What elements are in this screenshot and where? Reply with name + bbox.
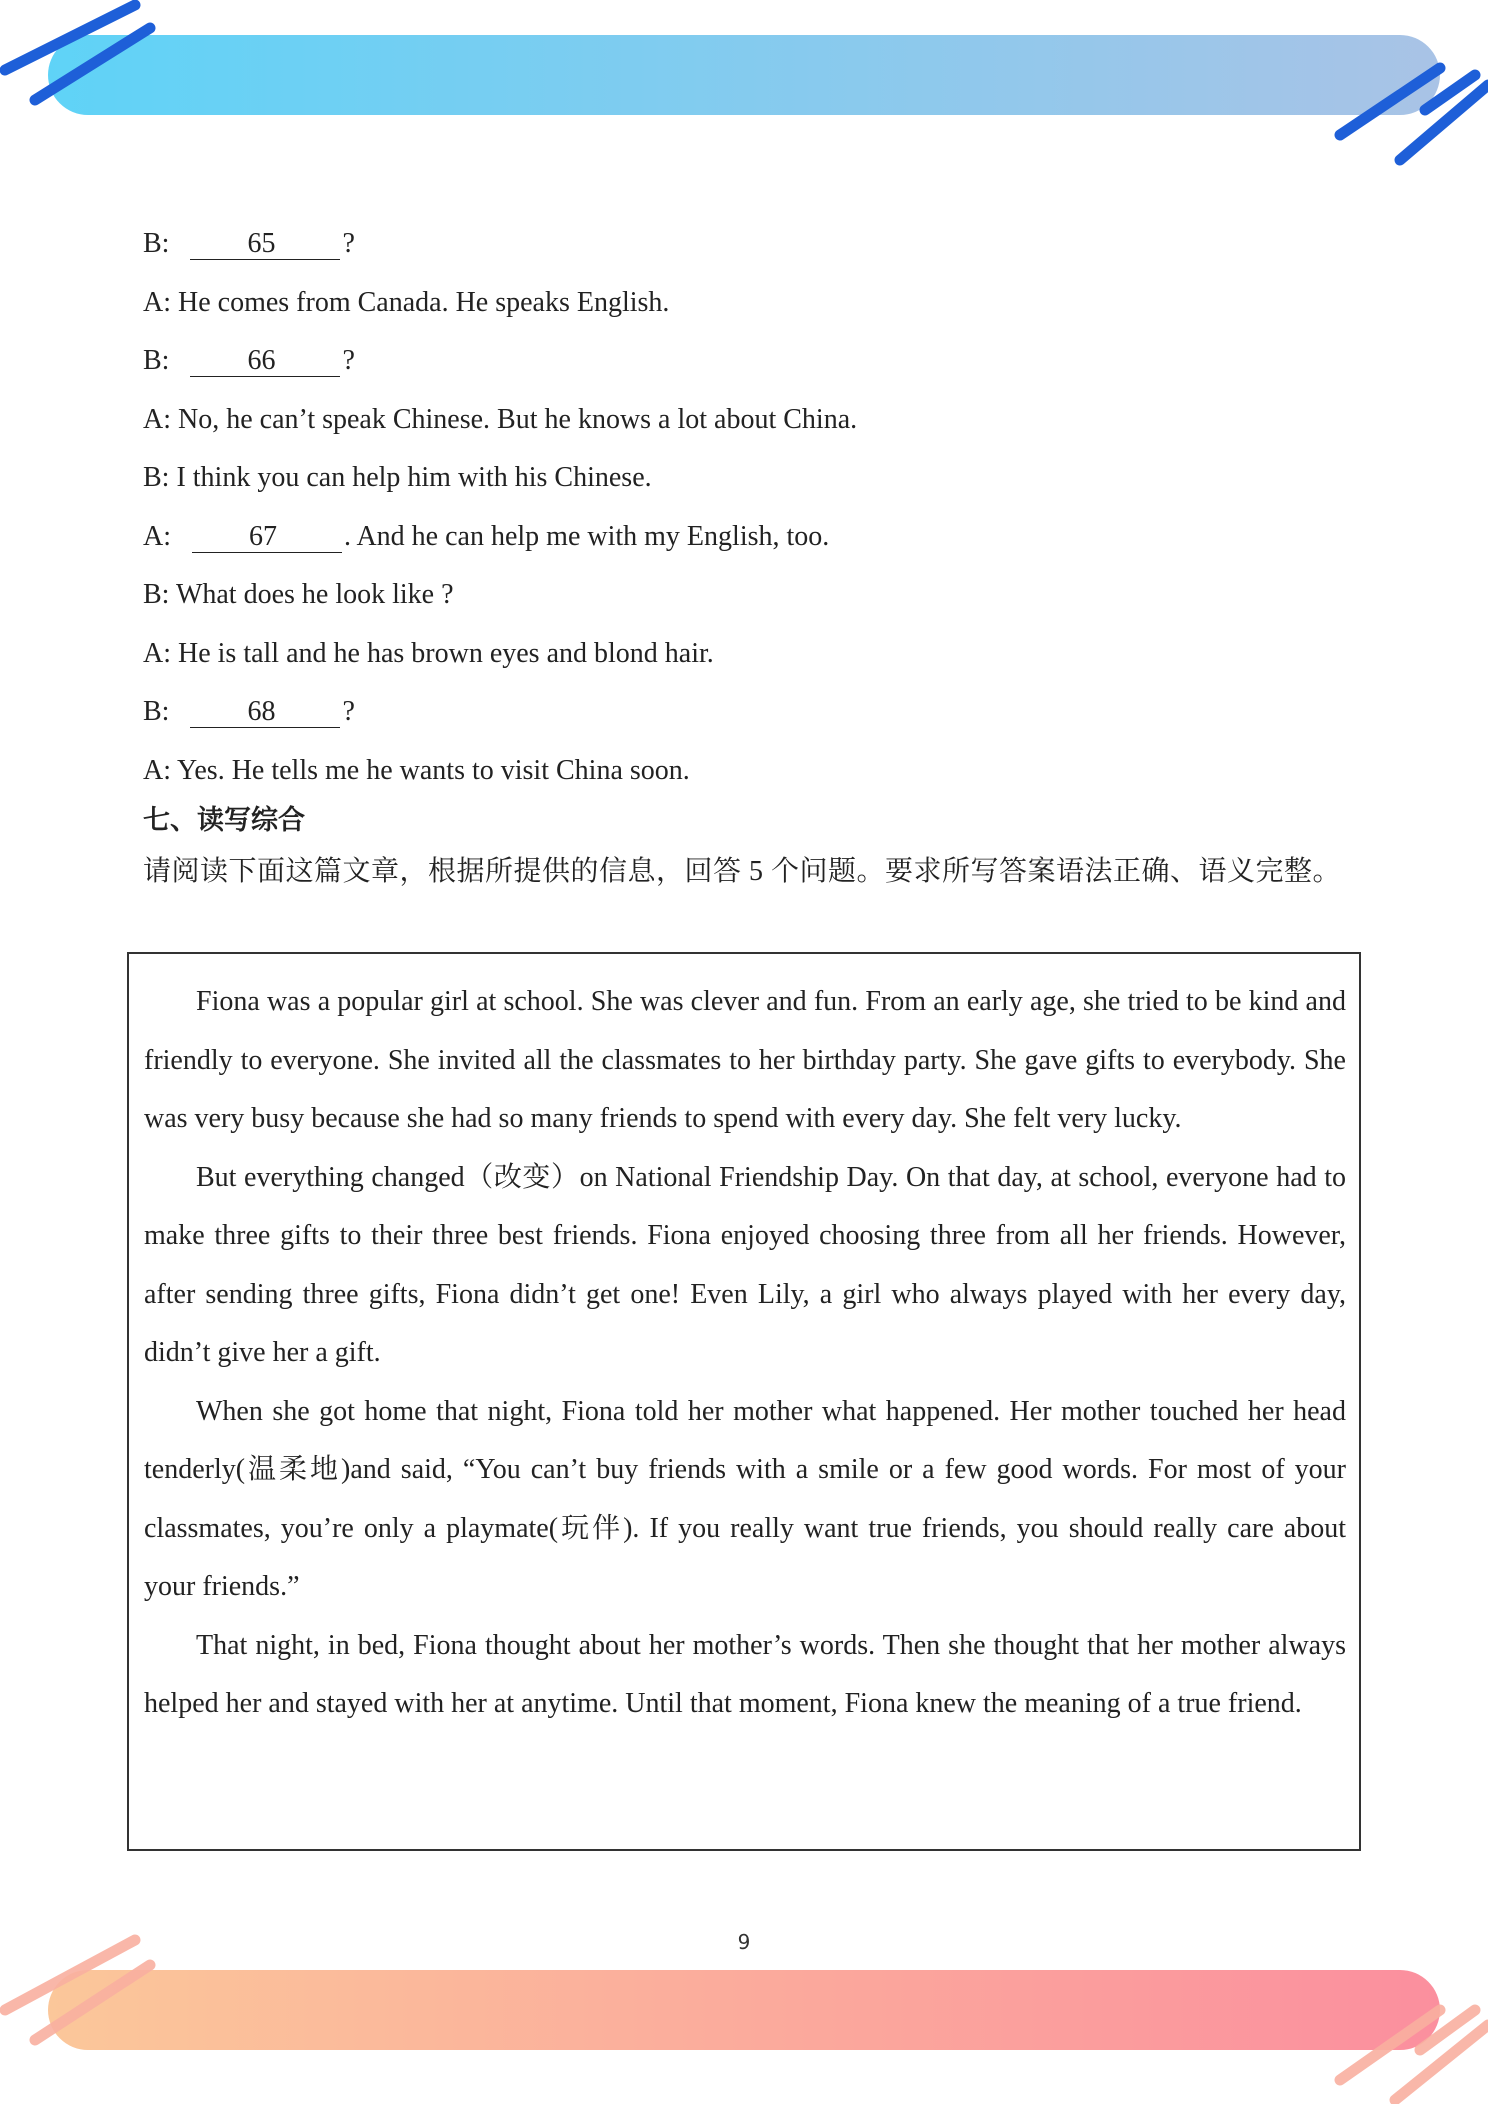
dialogue-line: A: Yes. He tells me he wants to visit China soon. xyxy=(143,754,690,786)
passage-paragraph-4: That night, in bed, Fiona thought about her mother’s words. Then she thought that her mother always helped her and stayed with her at anytime. Until that moment, Fiona knew the meaning of a true friend. xyxy=(144,1629,1346,1719)
speaker-label: A: xyxy=(143,520,171,552)
blank-number: 68 xyxy=(247,696,276,727)
dialogue-line: B: I think you can help him with his Chinese. xyxy=(143,462,652,493)
page-number: 9 xyxy=(737,1930,751,1954)
speaker-label: B: xyxy=(143,228,170,259)
reading-passage-box xyxy=(127,952,1361,1851)
dialogue-line-b-blank-68 xyxy=(143,686,1353,745)
dialogue-line: A: He is tall and he has brown eyes and blond hair. xyxy=(143,637,714,669)
header-banner xyxy=(0,0,1488,170)
line-suffix: ? xyxy=(342,696,355,727)
answer-blank-67 xyxy=(192,522,342,553)
line-suffix: ? xyxy=(342,345,355,376)
blank-number: 65 xyxy=(247,228,276,259)
dialogue-line: A: He comes from Canada. He speaks English. xyxy=(143,286,670,318)
footer-banner-graphic xyxy=(0,1900,1488,2104)
section-instructions: 请阅读下面这篇文章，根据所提供的信息，回答 5 个问题。要求所写答案语法正确、语义完整。 xyxy=(143,856,1342,887)
dialogue-line-a-blank-67 xyxy=(143,511,1353,570)
dialogue-line-b-blank-65 xyxy=(143,218,1353,277)
line-suffix: . And he can help me with my English, too. xyxy=(344,520,830,552)
dialogue-line-b-blank-66 xyxy=(143,335,1353,394)
dialogue-line: B: What does he look like ? xyxy=(143,579,454,610)
header-banner-graphic xyxy=(0,0,1488,170)
answer-blank-66 xyxy=(190,346,340,377)
blank-number: 67 xyxy=(249,520,277,552)
section-title: 七、读写综合 xyxy=(143,805,305,836)
passage-paragraph-2: But everything changed（改变）on National Friendship Day. On that day, at school, everyone had to make three gifts to their three best friends. Fiona enjoyed choosing three from all her friends. However, after sending three gifts, Fiona didn’t get one! Even Lily, a girl who always played with her every day, didn’t give her a gift. xyxy=(144,1161,1346,1368)
dialogue-line: A: No, he can’t speak Chinese. But he knows a lot about China. xyxy=(143,403,858,435)
speaker-label: B: xyxy=(143,696,170,727)
passage-paragraph-1: Fiona was a popular girl at school. She was clever and fun. From an early age, she tried to be kind and friendly to everyone. She invited all the classmates to her birthday party. She gave gifts to everybody. She was very busy because she had so many friends to spend with every day. She felt very lucky. xyxy=(144,986,1346,1134)
worksheet-content xyxy=(143,218,1353,901)
speaker-label: B: xyxy=(143,345,170,376)
footer-banner xyxy=(0,1900,1488,2104)
passage-paragraph-3: When she got home that night, Fiona told her mother what happened. Her mother touched her head tenderly(温柔地)and said, “You can’t buy friends with a smile or a few good words. For most of your classmates, you’re only a playmate(玩伴). If you really want true friends, you should really care about your friends.” xyxy=(144,1395,1346,1602)
answer-blank-65 xyxy=(190,229,340,260)
line-suffix: ? xyxy=(342,228,355,259)
answer-blank-68 xyxy=(190,697,340,728)
blank-number: 66 xyxy=(247,345,276,376)
